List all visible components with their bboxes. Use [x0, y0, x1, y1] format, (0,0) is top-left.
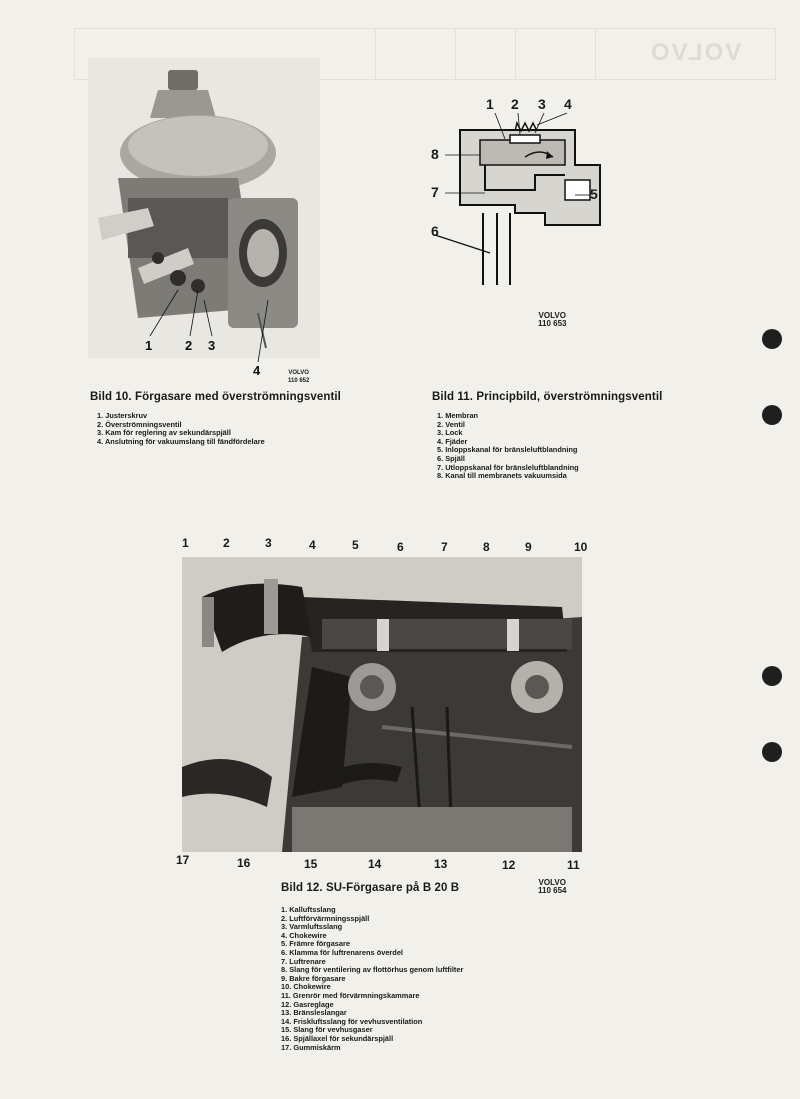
legend-item: 3. Varmluftsslang	[281, 922, 343, 932]
legend-item: 2. Ventil	[437, 419, 465, 429]
fig12-callout-top: 5	[352, 538, 359, 552]
legend-item: 8. Kanal till membranets vakuumsida	[437, 471, 567, 481]
fig11-legend	[437, 412, 579, 481]
fig11-volvo-logo	[538, 312, 566, 328]
logo-code: 110 654	[538, 886, 567, 895]
figure10-callouts	[88, 250, 328, 380]
legend-item: 17. Gummiskärm	[281, 1042, 341, 1052]
fig12-callout-top: 1	[182, 536, 189, 550]
legend-item: 2. Luftförvärmningsspjäll	[281, 913, 370, 923]
legend-item: 6. Spjäll	[437, 453, 465, 463]
overflow-valve-diagram	[425, 95, 625, 345]
legend-item: 5. Främre förgasare	[281, 939, 351, 949]
legend-item: 1. Justerskruv	[97, 411, 148, 420]
fig11-callout: 2	[511, 96, 519, 112]
legend-item: 11. Grenrör med förvärmningskammare	[281, 990, 420, 1000]
fig11-callout: 8	[431, 146, 439, 162]
fig12-callout-bottom: 13	[434, 857, 448, 871]
binder-hole	[762, 742, 782, 762]
fig12-callout-top: 3	[265, 536, 272, 550]
legend-item: 4. Chokewire	[281, 930, 327, 940]
fig12-callout-top: 2	[223, 536, 230, 550]
fig12-callout-bottom: 17	[176, 853, 190, 867]
fig11-callout: 6	[431, 223, 439, 239]
legend-item: 4. Fjäder	[437, 436, 468, 446]
engine-bay-photo	[182, 557, 582, 852]
legend-item: 15. Slang för vevhusgaser	[281, 1025, 373, 1035]
logo-code: 110 652	[288, 378, 310, 384]
legend-item: 14. Friskluftsslang för vevhusventilation	[281, 1016, 423, 1026]
fig12-callout-top: 7	[441, 540, 448, 554]
binder-hole	[762, 666, 782, 686]
fig10-title: Bild 10. Förgasare med överströmningsventil	[90, 391, 341, 403]
fig12-callout-bottom: 12	[502, 858, 516, 872]
binder-hole	[762, 329, 782, 349]
fig12-callout-top: 6	[397, 540, 404, 554]
fig12-legend	[281, 906, 463, 1052]
legend-item: 13. Bränsleslangar	[281, 1008, 347, 1018]
fig12-callout-top: 10	[574, 540, 588, 554]
fig10-callout: 1	[145, 338, 153, 353]
fig10-callout: 2	[185, 338, 193, 353]
fig12-callout-top: 9	[525, 540, 532, 554]
fig11-callout: 7	[431, 184, 439, 200]
binder-hole	[762, 405, 782, 425]
logo-brand: VOLVO	[538, 878, 566, 887]
fig11-callout: 3	[538, 96, 546, 112]
fig11-callout: 4	[564, 96, 572, 112]
logo-brand: VOLVO	[288, 370, 309, 376]
fig10-callout: 4	[253, 363, 261, 378]
fig10-legend	[97, 412, 265, 446]
legend-item: 1. Kalluftsslang	[281, 905, 336, 914]
legend-item: 7. Luftrenare	[281, 956, 326, 966]
fig11-callout: 5	[590, 186, 598, 202]
legend-item: 1. Membran	[437, 411, 479, 420]
legend-item: 12. Gasreglage	[281, 999, 334, 1009]
fig12-volvo-logo	[538, 879, 566, 895]
fig12-callout-bottom: 11	[567, 858, 580, 872]
legend-item: 3. Lock	[437, 428, 463, 438]
legend-item: 4. Anslutning för vakuumslang till fändfördelare	[97, 436, 265, 446]
legend-item: 8. Slang för ventilering av flottörhus genom luftfilter	[281, 965, 464, 975]
legend-item: 3. Kam för reglering av sekundärspjäll	[97, 428, 231, 438]
legend-item: 5. Inloppskanal för bränsleluftblandning	[437, 445, 578, 455]
logo-code: 110 653	[538, 319, 567, 328]
legend-item: 16. Spjällaxel för sekundärspjäll	[281, 1033, 394, 1043]
fig11-title: Bild 11. Principbild, överströmningsventil	[432, 391, 663, 403]
legend-item: 7. Utloppskanal för bränsleluftblandning	[437, 462, 579, 472]
fig12-callout-top: 8	[483, 540, 490, 554]
fig12-callout-bottom: 15	[304, 857, 318, 871]
legend-item: 9. Bakre förgasare	[281, 973, 346, 983]
fig12-title: Bild 12. SU-Förgasare på B 20 B	[281, 882, 460, 894]
legend-item: 2. Överströmningsventil	[97, 419, 182, 429]
fig12-callout-bottom: 16	[237, 856, 251, 870]
fig11-callout: 1	[486, 96, 494, 112]
logo-brand: VOLVO	[538, 311, 566, 320]
fig12-callout-top: 4	[309, 538, 316, 552]
fig10-volvo-logo	[288, 369, 309, 385]
fig10-callout: 3	[208, 338, 216, 353]
fig12-callout-bottom: 14	[368, 857, 382, 871]
bleed-through-brand: VOLVO	[648, 39, 741, 66]
legend-item: 10. Chokewire	[281, 982, 331, 992]
legend-item: 6. Klamma för luftrenarens överdel	[281, 947, 403, 957]
